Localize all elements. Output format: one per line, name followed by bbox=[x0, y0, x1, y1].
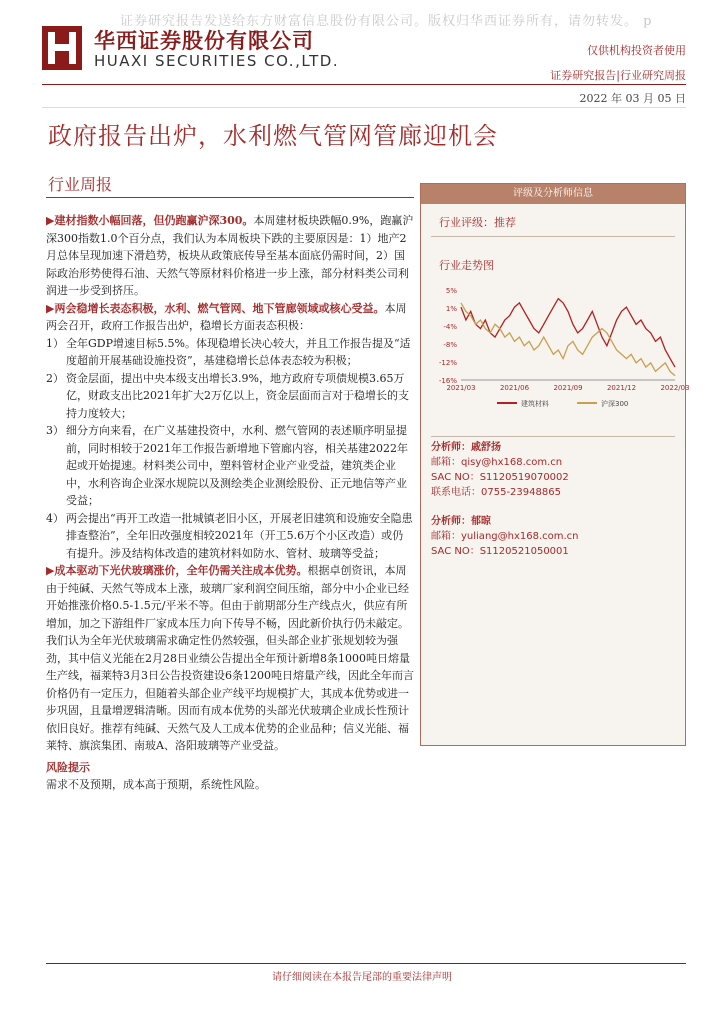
sidebar-header: 评级及分析师信息 bbox=[421, 184, 685, 204]
paragraph-2-heading: ▶两会稳增长表态积极，水利、燃气管网、地下管廊领域或核心受益。 bbox=[46, 301, 385, 315]
paragraph-2-text: 本周两会召开，政府工作报告出炉，稳增长方面表态积极： bbox=[46, 301, 407, 332]
analyst-sac: SAC NO：S1120519070002 bbox=[431, 472, 569, 483]
paragraph-1 bbox=[46, 212, 414, 300]
date-divider bbox=[42, 107, 686, 108]
watermark: 证券研究报告发送给东方财富信息股份有限公司。版权归华西证券所有，请勿转发。 p bbox=[120, 14, 653, 29]
report-body bbox=[46, 212, 414, 794]
list-text: 两会提出“再开工改造一批城镇老旧小区，开展老旧建筑和设施安全隐患排查整治”，全年旧改强度相较2021年（开工5.6万个小区改造）或仍有提升。涉及结构体改造的建筑材料如防水、管材、玻璃等受益； bbox=[66, 511, 413, 560]
list-item bbox=[46, 370, 414, 423]
analyst-card bbox=[431, 440, 569, 500]
analyst-name: 分析师：戚舒扬 bbox=[431, 442, 501, 453]
list-number: 3） bbox=[46, 424, 64, 437]
brand-name-cn: 华西证券股份有限公司 bbox=[94, 29, 314, 53]
series-line-1 bbox=[461, 299, 675, 368]
x-tick-label: 2021/09 bbox=[553, 384, 583, 392]
list-text: 全年GDP增速目标5.5%。体现稳增长决心较大，并且工作报告提及“适度超前开展基础设施投资”，基建稳增长总体表态较为积极； bbox=[66, 336, 411, 367]
series-line-2 bbox=[461, 303, 675, 376]
list-number: 2） bbox=[46, 371, 64, 385]
huaxi-logo-icon bbox=[42, 26, 82, 70]
footer-divider bbox=[46, 963, 686, 964]
analyst-phone: 联系电话：0755-23948865 bbox=[431, 487, 561, 498]
y-tick-label: -12% bbox=[438, 359, 457, 367]
paragraph-1-heading: ▶建材指数小幅回落，但仍跑赢沪深300。 bbox=[46, 214, 254, 227]
x-tick-label: 2021/03 bbox=[446, 384, 476, 392]
list-item bbox=[46, 510, 414, 563]
analyst-email: 邮箱：qisy@hx168.com.cn bbox=[431, 457, 563, 468]
risk-text: 需求不及预期，成本高于预期，系统性风险。 bbox=[46, 778, 266, 791]
list-text: 细分方向来看，在广义基建投资中，水利、燃气管网的表述顺序明显提前，同时相较于2021年工作报告新增地下管廊内容，相关基建2022年起或开始提速。材料类公司中，塑料管材企业产业受益，建筑类企业中，水利咨询企业深水规院以及测绘类企业测绘股份、正元地信等产业受益； bbox=[66, 424, 408, 507]
y-tick-label: -4% bbox=[443, 323, 457, 331]
sidebar-divider bbox=[431, 236, 675, 237]
report-type: 证券研究报告|行业研究周报 bbox=[550, 69, 686, 82]
section-title: 行业周报 bbox=[48, 175, 113, 194]
paragraph-3-heading: ▶成本驱动下光伏玻璃涨价，全年仍需关注成本优势。 bbox=[46, 564, 308, 577]
legal-notice: 请仔细阅读在本报告尾部的重要法律声明 bbox=[272, 972, 452, 983]
list-text: 资金层面，提出中央本级支出增长3.9%，地方政府专项债规模3.65万亿，财政支出比2021年扩大2万亿以上，资金层面而言对于稳增长的支持力度较大； bbox=[66, 371, 409, 420]
paragraph-2 bbox=[46, 300, 414, 335]
trend-chart-label: 行业走势图 bbox=[439, 259, 494, 272]
y-tick-label: 5% bbox=[445, 287, 457, 295]
paragraph-1-text: 本周建材板块跌幅0.9%，跑赢沪深300指数1.0个百分点，我们认为本周板块下跌的主要原因是：1）地产2月总体呈现加速下滑趋势，板块从政策底传导至基本面底仍需时间，2）国际政治形势使得石油、天然气等原材料价格进一步上涨，部分材料类公司利润进一步受到挤压。 bbox=[46, 214, 414, 297]
x-tick-label: 2021/06 bbox=[499, 384, 530, 392]
analyst-sac: SAC NO：S1120521050001 bbox=[431, 546, 569, 557]
risk-title: 风险提示 bbox=[46, 760, 90, 774]
x-tick-label: 2022/03 bbox=[660, 384, 690, 392]
report-date: 2022 年 03 月 05 日 bbox=[579, 92, 686, 105]
legend-label: 沪深300 bbox=[601, 400, 629, 408]
y-tick-label: -8% bbox=[443, 341, 457, 349]
paragraph-3-text: 根据卓创资讯，本周由于纯碱、天然气等成本上涨，玻璃厂家利润空间压缩，部分中小企业已经开始推涨价格0.5-1.5元/平米不等。但由于前期部分生产线点火，供应有所增加，加之下游组件厂家成本压力向下传导不畅，因此新价执行仍未敲定。我们认为全年光伏玻璃需求确定性仍然较强，但头部企业扩张规划较为强劲，其中信义光能在2月28日业绩公告提出全年预计新增8条1000吨日熔量生产线，福莱特3月3日公告投资建设6条1200吨日熔量产线，因此全年而言价格仍有一定压力，但随着头部企业产线平均规模扩大，其成本优势或进一步巩固，且量增逻辑清晰。因而有成本优势的头部光伏玻璃企业成长性预计依旧良好。推荐有纯碱、天然气及人工成本优势的企业品种；信义光能、福莱特、旗滨集团、南玻A、洛阳玻璃等产业受益。 bbox=[46, 564, 414, 752]
industry-trend-chart bbox=[425, 282, 690, 432]
brand-name-en: HUAXI SECURITIES CO.,LTD. bbox=[94, 52, 340, 70]
list-number: 4） bbox=[46, 511, 64, 525]
legend-label: 建筑材料 bbox=[521, 400, 549, 408]
header-divider bbox=[42, 84, 686, 85]
institution-notice: 仅供机构投资者使用 bbox=[587, 44, 686, 57]
list-item bbox=[46, 335, 414, 370]
list-item bbox=[46, 422, 414, 510]
analyst-name: 分析师：郁晾 bbox=[431, 516, 491, 527]
industry-rating: 行业评级：推荐 bbox=[439, 216, 516, 229]
y-tick-label: 1% bbox=[445, 305, 457, 313]
x-tick-label: 2021/12 bbox=[606, 384, 637, 392]
sidebar-divider bbox=[431, 436, 675, 437]
y-tick-label: -16% bbox=[438, 377, 457, 385]
paragraph-3 bbox=[46, 562, 414, 755]
analyst-email: 邮箱：yuliang@hx168.com.cn bbox=[431, 531, 579, 542]
section-divider bbox=[46, 197, 414, 198]
report-title: 政府报告出炉，水利燃气管网管廊迎机会 bbox=[48, 122, 498, 150]
analyst-card bbox=[431, 514, 579, 559]
rating-sidebar bbox=[420, 183, 690, 746]
list-number: 1） bbox=[46, 336, 64, 350]
